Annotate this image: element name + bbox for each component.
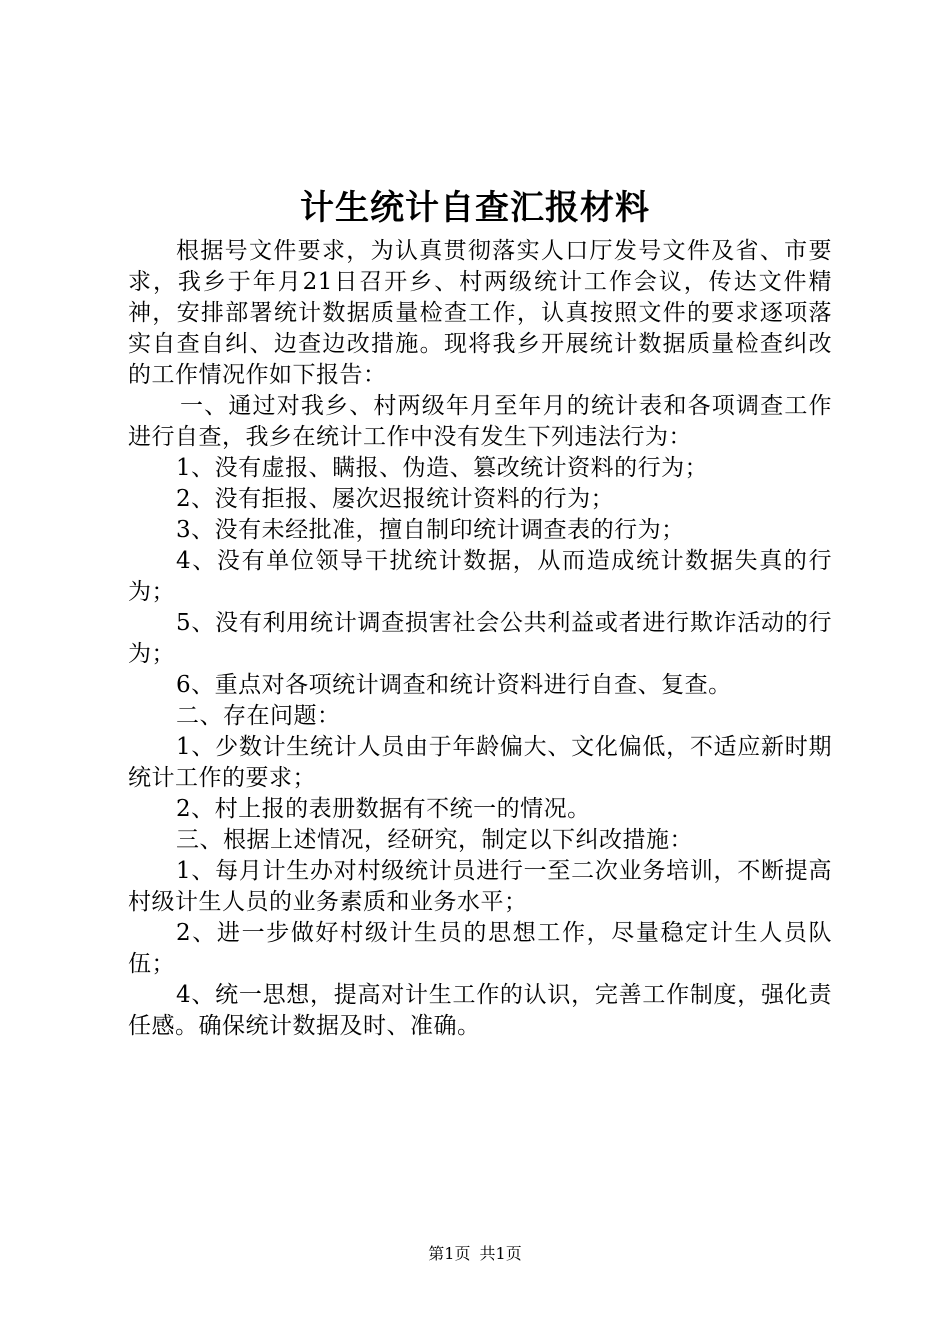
paragraph-item: 4、统一思想，提高对计生工作的认识，完善工作制度，强化责任感。确保统计数据及时、准确。 <box>128 982 832 1039</box>
paragraph-item: 2、进一步做好村级计生员的思想工作，尽量稳定计生人员队伍； <box>128 920 832 977</box>
paragraph-item: 1、每月计生办对村级统计员进行一至二次业务培训，不断提高村级计生人员的业务素质和业务水平； <box>128 858 832 915</box>
page-footer <box>0 1242 950 1266</box>
document-title: 计生统计自查汇报材料 <box>300 188 650 228</box>
paragraph-section-one: 一、通过对我乡、村两级年月至年月的统计表和各项调查工作进行自查，我乡在统计工作中没有发生下列违法行为： <box>128 393 832 450</box>
paragraph-item: 6、重点对各项统计调查和统计资料进行自查、复查。 <box>176 672 732 698</box>
paragraph-item: 1、没有虚报、瞒报、伪造、篡改统计资料的行为； <box>176 455 709 481</box>
paragraph-intro: 根据号文件要求，为认真贯彻落实人口厅发号文件及省、市要求，我乡于年月21日召开乡、村两级统计工作会议，传达文件精神，安排部署统计数据质量检查工作，认真按照文件的要求逐项落实自查自纠、边查边改措施。现将我乡开展统计数据质量检查纠改的工作情况作如下报告： <box>128 238 832 388</box>
paragraph-section-two: 二、存在问题： <box>176 703 341 729</box>
paragraph-item: 3、没有未经批准，擅自制印统计调查表的行为； <box>176 517 685 543</box>
paragraph-item: 5、没有利用统计调查损害社会公共利益或者进行欺诈活动的行为； <box>128 610 832 667</box>
paragraph-item: 2、村上报的表册数据有不统一的情况。 <box>176 796 591 822</box>
document-body <box>128 236 832 1042</box>
paragraph-item: 2、没有拒报、屡次迟报统计资料的行为； <box>176 486 615 512</box>
page-total: 共1页 <box>479 1244 522 1263</box>
paragraph-section-three: 三、根据上述情况，经研究，制定以下纠改措施： <box>176 827 693 853</box>
page-number: 第1页 <box>428 1244 471 1263</box>
paragraph-item: 1、少数计生统计人员由于年龄偏大、文化偏低，不适应新时期统计工作的要求； <box>128 734 832 791</box>
paragraph-item: 4、没有单位领导干扰统计数据，从而造成统计数据失真的行为； <box>128 548 832 605</box>
